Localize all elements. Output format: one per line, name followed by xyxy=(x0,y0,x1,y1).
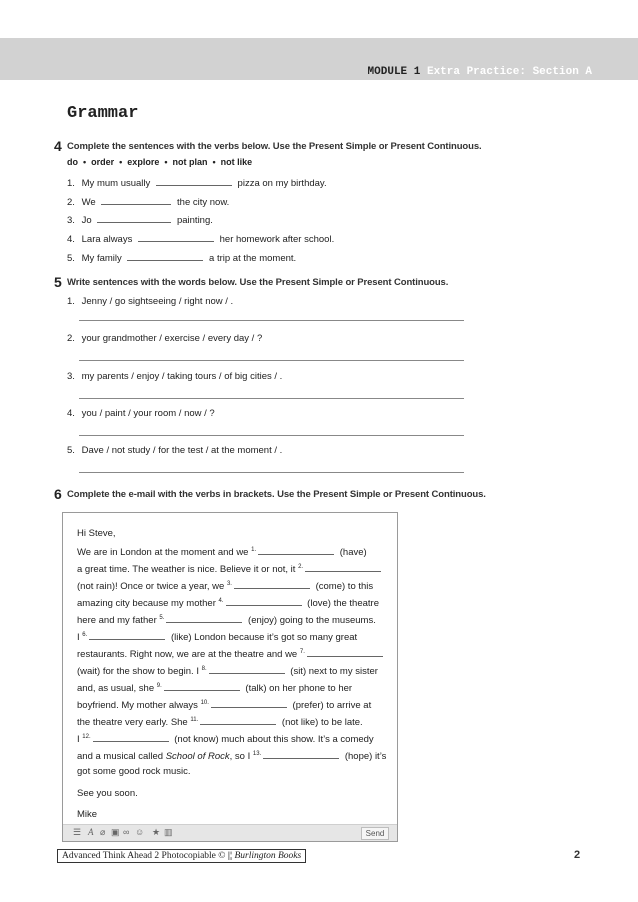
email-line xyxy=(77,545,367,558)
email-toolbar xyxy=(63,824,397,841)
email-line xyxy=(77,613,376,626)
item-prompt: Jenny / go sightseeing / right now / . xyxy=(81,296,234,307)
email-line xyxy=(77,562,384,575)
menu-icon[interactable]: ☰ xyxy=(73,827,82,837)
email-line xyxy=(77,732,374,745)
gap-blank[interactable] xyxy=(263,749,339,759)
burlington-logo-icon: |¦ xyxy=(227,851,233,861)
ex5-item xyxy=(67,296,233,307)
email-text: (not like) to be late. xyxy=(281,717,363,728)
item-prompt: you / paint / your room / now / ? xyxy=(81,408,215,419)
ex4-item xyxy=(67,251,296,264)
item-number: 5. xyxy=(67,445,75,456)
page-title: Grammar xyxy=(67,104,139,123)
email-text: here and my father xyxy=(77,615,157,626)
item-number: 4. xyxy=(67,408,75,419)
star-icon[interactable]: ★ xyxy=(152,827,161,837)
email-text: a great time. The weather is nice. Believe it or not, it xyxy=(77,564,296,575)
item-number: 5. xyxy=(67,253,75,264)
gap-blank[interactable] xyxy=(226,596,302,606)
exercise-5-number: 5 xyxy=(54,274,62,290)
answer-line[interactable] xyxy=(79,472,464,473)
item-prompt: your grandmother / exercise / every day / ? xyxy=(81,333,263,344)
show-title: School of Rock xyxy=(165,751,230,762)
gap-blank[interactable] xyxy=(258,545,334,555)
section-label: Extra Practice: Section A xyxy=(426,66,592,78)
email-text: (not know) much about this show. It’s a comedy xyxy=(174,734,374,745)
module-heading xyxy=(368,66,592,78)
gap-number: 12. xyxy=(82,733,91,740)
gap-number: 5. xyxy=(159,614,165,621)
email-line xyxy=(77,749,386,762)
item-number: 3. xyxy=(67,215,75,226)
email-window xyxy=(62,512,398,842)
item-number: 1. xyxy=(67,296,75,307)
email-line xyxy=(77,681,352,694)
ex5-item xyxy=(67,371,282,382)
gap-number: 3. xyxy=(226,580,232,587)
email-text: (enjoy) going to the museums. xyxy=(248,615,376,626)
email-text: (come) to this xyxy=(315,581,374,592)
gap-blank[interactable] xyxy=(211,698,287,708)
email-line xyxy=(77,698,371,711)
gap-number: 4. xyxy=(218,597,224,604)
email-line xyxy=(77,647,386,660)
image-icon[interactable]: ▣ xyxy=(111,827,120,837)
gap-blank[interactable] xyxy=(200,715,276,725)
email-line xyxy=(77,715,363,728)
item-text-before: My mum usually xyxy=(81,178,151,189)
item-number: 3. xyxy=(67,371,75,382)
exercise-4-number: 4 xyxy=(54,138,62,154)
email-line xyxy=(77,664,378,677)
gap-number: 7. xyxy=(299,648,305,655)
email-text: amazing city because my mother xyxy=(77,598,216,609)
answer-line[interactable] xyxy=(79,360,464,361)
send-button[interactable]: Send xyxy=(361,827,389,840)
item-text-after: her homework after school. xyxy=(219,234,335,245)
item-text-after: the city now. xyxy=(177,197,230,208)
item-number: 4. xyxy=(67,234,75,245)
item-text-before: My family xyxy=(81,253,122,264)
email-text: boyfriend. My mother always xyxy=(77,700,198,711)
item-text-after: a trip at the moment. xyxy=(209,253,297,264)
email-text: (not rain)! Once or twice a year, we xyxy=(77,581,225,592)
email-line xyxy=(77,579,373,592)
gap-number: 8. xyxy=(201,665,207,672)
footer-text: Advanced Think Ahead 2 Photocopiable © xyxy=(62,851,226,861)
email-text: (have) xyxy=(339,547,367,558)
gap-blank[interactable] xyxy=(164,681,240,691)
answer-line[interactable] xyxy=(79,320,464,321)
item-text-before: We xyxy=(81,197,96,208)
text-format-icon[interactable]: A xyxy=(88,827,94,837)
ex4-item xyxy=(67,232,334,245)
item-text-after: painting. xyxy=(176,215,213,226)
page-number: 2 xyxy=(574,849,581,861)
email-text: (prefer) to arrive at xyxy=(292,700,372,711)
item-number: 2. xyxy=(67,333,75,344)
email-text: and, as usual, she xyxy=(77,683,155,694)
trash-icon[interactable]: ▥ xyxy=(164,827,173,837)
email-text: (talk) on her phone to her xyxy=(245,683,353,694)
gap-number: 1. xyxy=(251,546,257,553)
answer-blank[interactable] xyxy=(138,232,214,242)
word-bank: do • order • explore • not plan • not like xyxy=(67,157,253,167)
module-label: MODULE 1 xyxy=(367,66,421,78)
gap-number: 11. xyxy=(190,716,199,723)
item-text-before: Jo xyxy=(81,215,92,226)
answer-line[interactable] xyxy=(79,398,464,399)
answer-blank[interactable] xyxy=(97,213,171,223)
item-text-before: Lara always xyxy=(81,234,133,245)
gap-number: 6. xyxy=(82,631,88,638)
gap-number: 9. xyxy=(156,682,162,689)
email-text: (like) London because it’s got so many great xyxy=(170,632,358,643)
gap-blank[interactable] xyxy=(305,562,381,572)
item-text-after: pizza on my birthday. xyxy=(237,178,327,189)
gap-blank[interactable] xyxy=(93,732,169,742)
footer-brand: Burlington Books xyxy=(234,851,302,861)
email-text: (wait) for the show to begin. I xyxy=(77,666,199,677)
gap-number: 10. xyxy=(200,699,209,706)
email-text: the theatre very early. She xyxy=(77,717,188,728)
answer-line[interactable] xyxy=(79,435,464,436)
email-line xyxy=(77,596,379,609)
email-line: got some good rock music. xyxy=(77,766,191,777)
email-text: (sit) next to my sister xyxy=(290,666,378,677)
gap-blank[interactable] xyxy=(307,647,383,657)
gap-blank[interactable] xyxy=(89,630,165,640)
gap-number: 2. xyxy=(298,563,304,570)
email-greeting: Hi Steve, xyxy=(77,528,116,539)
email-text: , so I xyxy=(229,751,251,762)
gap-number: 13. xyxy=(252,750,262,757)
answer-blank[interactable] xyxy=(156,176,232,186)
item-prompt: my parents / enjoy / taking tours / of big cities / . xyxy=(81,371,283,382)
exercise-5-instruction: Write sentences with the words below. Use the Present Simple or Present Continuous. xyxy=(67,277,449,288)
link-icon[interactable]: ∞ xyxy=(123,827,130,837)
item-number: 1. xyxy=(67,178,75,189)
ex5-item xyxy=(67,408,215,419)
email-text: and a musical called xyxy=(77,751,164,762)
ex4-item xyxy=(67,195,229,208)
footer-credit xyxy=(57,849,306,863)
gap-blank[interactable] xyxy=(209,664,285,674)
ex5-item xyxy=(67,333,262,344)
exercise-6-instruction: Complete the e-mail with the verbs in brackets. Use the Present Simple or Present Continuous. xyxy=(67,489,486,500)
email-line xyxy=(77,630,357,643)
email-closing: See you soon. xyxy=(77,788,138,799)
exercise-6-number: 6 xyxy=(54,486,62,502)
item-prompt: Dave / not study / for the test / at the moment / . xyxy=(81,445,283,456)
attach-icon[interactable]: ⌀ xyxy=(100,827,106,837)
email-text: (love) the theatre xyxy=(307,598,379,609)
item-number: 2. xyxy=(67,197,75,208)
email-text: (hope) it’s xyxy=(344,751,387,762)
email-text: restaurants. Right now, we are at the theatre and we xyxy=(77,649,298,660)
gap-blank[interactable] xyxy=(234,579,310,589)
answer-blank[interactable] xyxy=(101,195,171,205)
email-text: I xyxy=(77,632,80,643)
emoji-icon[interactable]: ☺ xyxy=(135,827,145,837)
ex4-item xyxy=(67,176,327,189)
ex5-item xyxy=(67,445,282,456)
answer-blank[interactable] xyxy=(127,251,203,261)
email-text: We are in London at the moment and we xyxy=(77,547,249,558)
email-text: I xyxy=(77,734,80,745)
email-signature: Mike xyxy=(77,809,98,820)
gap-blank[interactable] xyxy=(166,613,242,623)
ex4-item xyxy=(67,213,213,226)
exercise-4-instruction: Complete the sentences with the verbs below. Use the Present Simple or Present Continuous. xyxy=(67,141,482,152)
